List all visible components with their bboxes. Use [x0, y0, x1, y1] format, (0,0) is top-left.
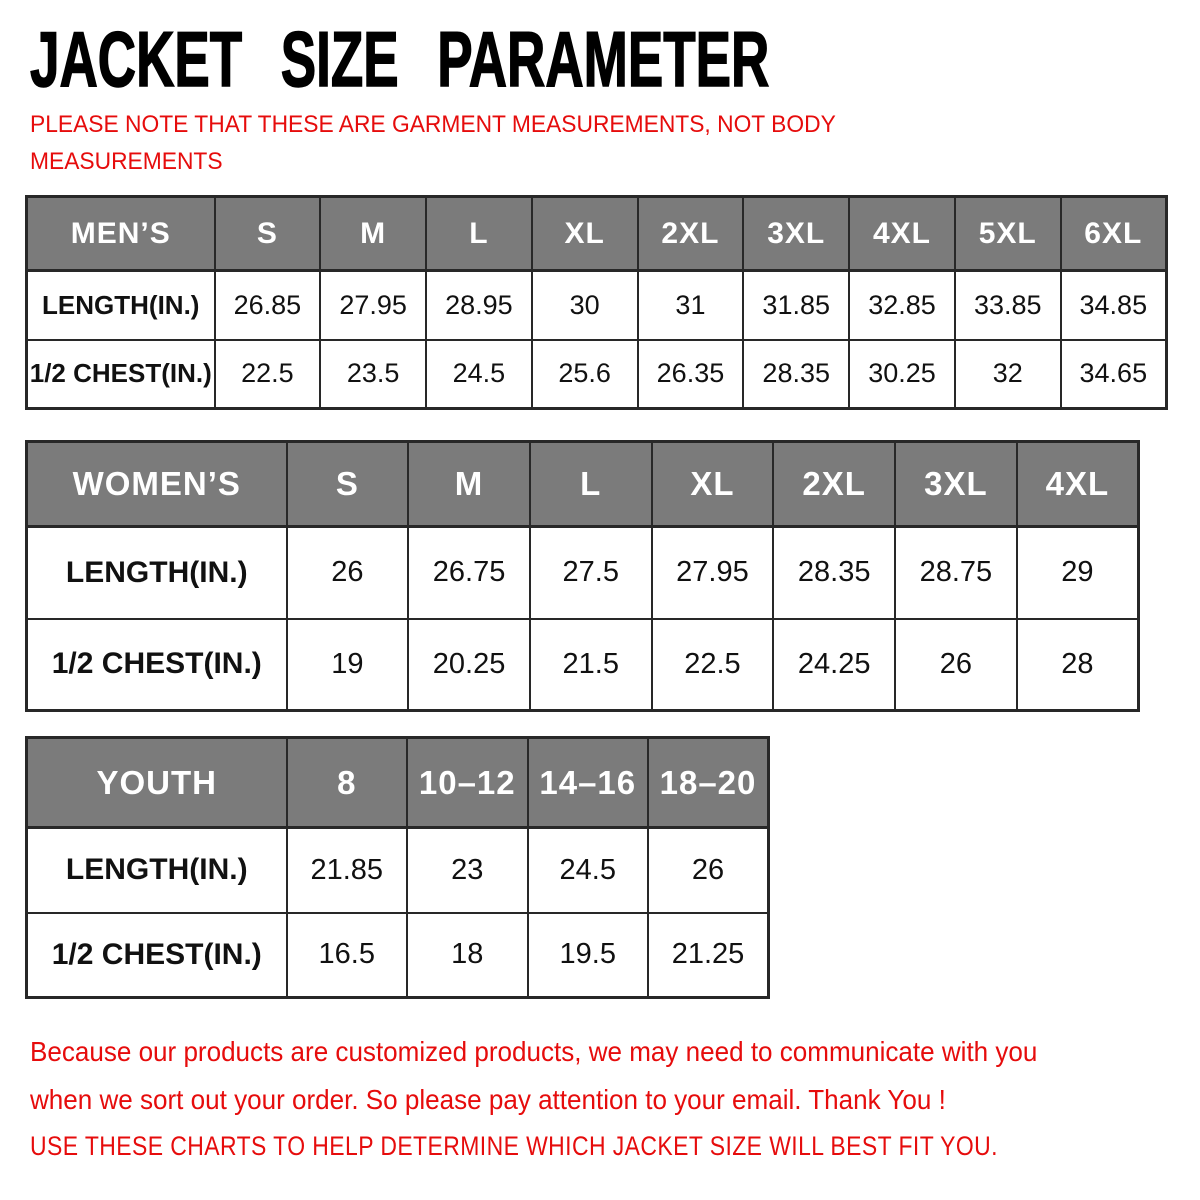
mens-size-header: 4XL — [849, 197, 955, 271]
size-value-cell: 34.85 — [1061, 271, 1167, 340]
mens-size-header: XL — [532, 197, 638, 271]
garment-measurement-note — [30, 106, 878, 180]
mens-size-header: 2XL — [638, 197, 744, 271]
youth-size-header: 8 — [287, 738, 408, 828]
size-value-cell: 21.5 — [530, 619, 652, 711]
size-value-cell: 31 — [638, 271, 744, 340]
notice-line: Because our products are customized products, we may need to communicate with you — [30, 1036, 1038, 1067]
size-value-cell: 28.35 — [773, 527, 895, 619]
page-title-text: JACKET SIZE PARAMETER — [30, 15, 770, 103]
youth-size-header: 10–12 — [407, 738, 528, 828]
mens-measurement-row — [27, 271, 1167, 340]
womens-size-header: M — [408, 442, 530, 527]
size-value-cell: 28.75 — [895, 527, 1017, 619]
size-value-cell: 29 — [1017, 527, 1139, 619]
size-value-cell: 26.85 — [215, 271, 321, 340]
size-value-cell: 19.5 — [528, 913, 649, 998]
size-value-cell: 25.6 — [532, 340, 638, 409]
size-value-cell: 30 — [532, 271, 638, 340]
mens-size-header: 6XL — [1061, 197, 1167, 271]
size-value-cell: 34.65 — [1061, 340, 1167, 409]
size-value-cell: 31.85 — [743, 271, 849, 340]
size-value-cell: 27.5 — [530, 527, 652, 619]
size-value-cell: 27.95 — [652, 527, 774, 619]
size-value-cell: 22.5 — [215, 340, 321, 409]
size-value-cell: 30.25 — [849, 340, 955, 409]
customization-notice — [30, 1028, 1113, 1124]
size-value-cell: 20.25 — [408, 619, 530, 711]
size-value-cell: 33.85 — [955, 271, 1061, 340]
mens-size-header: 5XL — [955, 197, 1061, 271]
size-value-cell: 24.5 — [426, 340, 532, 409]
youth-measurement-row — [27, 913, 769, 998]
mens-size-header: L — [426, 197, 532, 271]
youth-size-header: 14–16 — [528, 738, 649, 828]
size-value-cell: 24.5 — [528, 828, 649, 913]
size-value-cell: 28 — [1017, 619, 1139, 711]
womens-header-row — [27, 442, 1139, 527]
womens-size-header: XL — [652, 442, 774, 527]
youth-size-table — [25, 736, 770, 999]
mens-measurement-row — [27, 340, 1167, 409]
womens-size-header: L — [530, 442, 652, 527]
size-value-cell: 21.85 — [287, 828, 408, 913]
womens-size-header: S — [287, 442, 409, 527]
mens-size-header: 3XL — [743, 197, 849, 271]
row-label: LENGTH(IN.) — [27, 828, 287, 913]
size-value-cell: 32 — [955, 340, 1061, 409]
size-value-cell: 19 — [287, 619, 409, 711]
size-value-cell: 21.25 — [648, 913, 769, 998]
mens-header-row — [27, 197, 1167, 271]
size-value-cell: 26 — [287, 527, 409, 619]
size-value-cell: 32.85 — [849, 271, 955, 340]
womens-measurement-row — [27, 619, 1139, 711]
size-value-cell: 26.75 — [408, 527, 530, 619]
size-value-cell: 26 — [895, 619, 1017, 711]
womens-measurement-row — [27, 527, 1139, 619]
womens-size-header: 4XL — [1017, 442, 1139, 527]
mens-size-header: S — [215, 197, 321, 271]
size-value-cell: 16.5 — [287, 913, 408, 998]
hint-line: USE THESE CHARTS TO HELP DETERMINE WHICH JACKET SIZE WILL BEST FIT YOU. — [30, 1131, 998, 1161]
size-value-cell: 24.25 — [773, 619, 895, 711]
size-value-cell: 27.95 — [320, 271, 426, 340]
chart-usage-hint — [30, 1130, 1169, 1162]
mens-category-header: MEN’S — [27, 197, 215, 271]
row-label: 1/2 CHEST(IN.) — [27, 913, 287, 998]
womens-size-header: 3XL — [895, 442, 1017, 527]
womens-size-header: 2XL — [773, 442, 895, 527]
size-value-cell: 28.35 — [743, 340, 849, 409]
size-value-cell: 23.5 — [320, 340, 426, 409]
row-label: 1/2 CHEST(IN.) — [27, 340, 215, 409]
womens-category-header: WOMEN’S — [27, 442, 287, 527]
size-value-cell: 18 — [407, 913, 528, 998]
row-label: LENGTH(IN.) — [27, 271, 215, 340]
note-line: PLEASE NOTE THAT THESE ARE GARMENT MEASUREMENTS, NOT BODY — [30, 111, 836, 138]
row-label: LENGTH(IN.) — [27, 527, 287, 619]
youth-category-header: YOUTH — [27, 738, 287, 828]
notice-line: when we sort out your order. So please pay attention to your email. Thank You ! — [30, 1084, 946, 1115]
row-label: 1/2 CHEST(IN.) — [27, 619, 287, 711]
womens-size-table — [25, 440, 1140, 712]
mens-size-table — [25, 195, 1168, 410]
youth-size-header: 18–20 — [648, 738, 769, 828]
page-title — [30, 15, 1117, 103]
size-value-cell: 26.35 — [638, 340, 744, 409]
youth-measurement-row — [27, 828, 769, 913]
size-value-cell: 22.5 — [652, 619, 774, 711]
note-line: MEASUREMENTS — [30, 148, 223, 175]
size-value-cell: 28.95 — [426, 271, 532, 340]
mens-size-header: M — [320, 197, 426, 271]
size-value-cell: 26 — [648, 828, 769, 913]
youth-header-row — [27, 738, 769, 828]
size-value-cell: 23 — [407, 828, 528, 913]
